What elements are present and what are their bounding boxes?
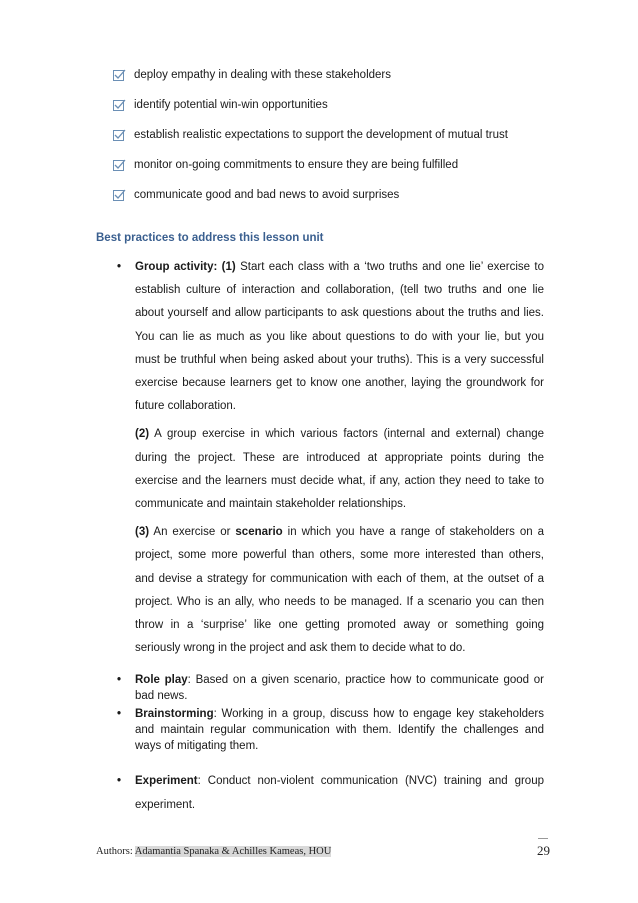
checklist-item-text: communicate good and bad news to avoid surprises (134, 189, 400, 201)
checkbox-icon (113, 70, 124, 81)
checkbox-icon (113, 130, 124, 141)
checklist-item-text: identify potential win-win opportunities (134, 99, 328, 111)
group-activity-number-2: (2) (135, 428, 150, 441)
group-activity-text-3a: An exercise or (149, 526, 236, 539)
experiment-paragraph (135, 770, 544, 816)
group-activity-label: Group activity: (1) (135, 261, 236, 273)
bullet-item-brainstorming (117, 706, 544, 754)
checklist-item (113, 60, 593, 90)
bullet-icon: • (117, 674, 122, 687)
checklist-item-text: monitor on-going commitments to ensure they are being fulfilled (134, 159, 459, 171)
checklist-item-text: establish realistic expectations to support the development of mutual trust (134, 129, 508, 141)
role-play-text: : Based on a given scenario, practice how to communicate good or bad news. (135, 674, 544, 703)
brainstorming-label: Brainstorming (135, 708, 214, 721)
footer-authors-prefix: Authors: (96, 846, 135, 857)
checklist-item (113, 150, 593, 180)
group-activity-paragraph-3 (135, 521, 544, 660)
checkbox-icon (113, 190, 124, 201)
role-play-label: Role play (135, 674, 188, 687)
brainstorming-paragraph (135, 706, 544, 754)
checkbox-icon (113, 160, 124, 171)
bullet-item-group-activity (117, 256, 544, 660)
footer-divider (538, 838, 548, 839)
experiment-text: : Conduct non-violent communication (NVC) training and group experiment. (135, 775, 544, 811)
brainstorming-text: : Working in a group, discuss how to engage key stakeholders and maintain regular communication with them. Identify the challenges and ways of mitigating them. (135, 708, 544, 753)
checklist-item-text: deploy empathy in dealing with these stakeholders (134, 69, 391, 81)
bullet-icon: • (117, 708, 122, 721)
group-activity-number-3: (3) (135, 526, 150, 539)
group-activity-text-3b: in which you have a range of stakeholders on a project, some more powerful than others, some more interested than others, and devise a strategy for communication with each of them, at the outset of a project. Who is an ally, who needs to be managed. If a scenario you can then throw in a ‘surprise’ like one getting promoted away or something going seriously wrong in the project and ask them to decide what to do. (135, 526, 544, 655)
group-activity-text-2: A group exercise in which various factors (internal and external) change during the project. These are introduced at appropriate points during the exercise and the learners must decide what, if any, action they need to take to communicate and maintain stakeholder relationships. (135, 428, 544, 511)
checklist-item (113, 90, 593, 120)
role-play-paragraph (135, 672, 544, 704)
bullet-list (117, 256, 544, 817)
bullet-item-experiment (117, 770, 544, 816)
checklist (113, 60, 593, 210)
bullet-item-role-play (117, 672, 544, 704)
checkbox-icon (113, 100, 124, 111)
section-heading: Best practices to address this lesson unit (96, 232, 324, 244)
group-activity-paragraph-2 (135, 423, 544, 516)
footer-authors-names: Adamantia Spanaka & Achilles Kameas, HOU (134, 846, 332, 857)
footer-authors (96, 846, 331, 857)
checklist-item (113, 120, 593, 150)
bullet-icon: • (117, 261, 122, 273)
experiment-label: Experiment (135, 775, 198, 788)
checklist-item (113, 180, 593, 210)
bullet-icon: • (117, 775, 122, 788)
scenario-keyword: scenario (235, 526, 283, 539)
group-activity-paragraph-1 (135, 256, 544, 418)
page-number: 29 (537, 843, 550, 858)
group-activity-text-1: Start each class with a ‘two truths and one lie’ exercise to establish culture of interaction and collaboration, (tell two truths and one lie about yourself and allow participants to ask questions about the truths and lies. You can lie as much as you like about questions to do with your lie, but you must be truthful when being asked about your truths). This is a very successful exercise because learners get to know one another, laying the groundwork for future collaboration. (135, 261, 545, 413)
